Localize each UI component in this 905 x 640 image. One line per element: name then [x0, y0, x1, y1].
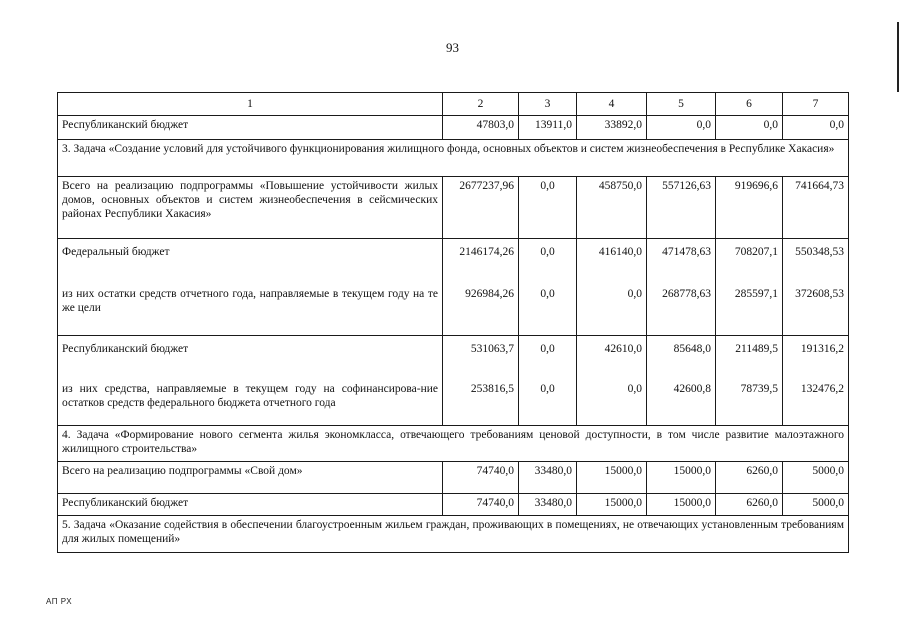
value-cell: 0,0	[540, 343, 555, 355]
value-cell: 42600,8	[673, 383, 711, 395]
table-row	[58, 239, 849, 336]
task-row	[58, 140, 849, 177]
value-cell-group	[577, 239, 647, 336]
value-cell: 211489,5	[735, 343, 778, 355]
table-row	[58, 336, 849, 426]
page-number: 93	[446, 40, 459, 55]
value-cell: 0,0	[540, 383, 555, 395]
value-cell-group	[577, 336, 647, 426]
value-cell: 372608,53	[795, 288, 844, 300]
value-cell: 191316,2	[800, 343, 844, 355]
value-cell: 0,0	[647, 116, 716, 140]
value-cell: 0,0	[540, 246, 555, 258]
value-cell: 919696,6	[716, 177, 783, 239]
value-cell: 416140,0	[598, 246, 642, 258]
row-label: Всего на реализацию подпрограммы «Повышение устойчивости жилых домов, основных объектов и систем жизнеобеспечения в сейсмических районах Республики Хакасия»	[58, 177, 443, 239]
value-cell: 2677237,96	[443, 177, 519, 239]
value-cell: 285597,1	[734, 288, 778, 300]
task-5-heading: 5. Задача «Оказание содействия в обеспечении благоустроенным жильем граждан, проживающих в помещениях, не отвечающих установленным требованиям для жилых помещений»	[58, 516, 849, 553]
value-cell-group	[519, 239, 577, 336]
value-cell: 15000,0	[577, 494, 647, 516]
header-cell: 4	[577, 93, 647, 116]
value-cell: 531063,7	[470, 343, 514, 355]
task-row	[58, 516, 849, 553]
value-cell: 13911,0	[519, 116, 577, 140]
row-sublabel: из них остатки средств отчетного года, направляемые в текущем году на те же цели	[62, 288, 438, 314]
value-cell: 0,0	[627, 288, 642, 300]
value-cell: 15000,0	[647, 494, 716, 516]
value-cell-group	[783, 239, 849, 336]
value-cell: 253816,5	[470, 383, 514, 395]
header-cell: 1	[58, 93, 443, 116]
row-label: Республиканский бюджет	[62, 343, 189, 355]
value-cell: 15000,0	[577, 462, 647, 494]
footer-mark: АП РХ	[46, 597, 73, 606]
header-cell: 7	[783, 93, 849, 116]
value-cell: 471478,63	[662, 246, 711, 258]
table-row	[58, 494, 849, 516]
header-cell: 5	[647, 93, 716, 116]
value-cell-group	[716, 336, 783, 426]
task-4-heading: 4. Задача «Формирование нового сегмента жилья экономкласса, отвечающего требованиям ценовой доступности, в том числе развитие малоэтажного жилищного строительства»	[58, 426, 849, 462]
value-cell: 5000,0	[783, 494, 849, 516]
value-cell-group	[716, 239, 783, 336]
value-cell: 0,0	[540, 288, 555, 300]
value-cell: 85648,0	[673, 343, 711, 355]
value-cell: 268778,63	[662, 288, 711, 300]
value-cell-group	[443, 336, 519, 426]
row-label: Республиканский бюджет	[58, 494, 443, 516]
value-cell: 741664,73	[783, 177, 849, 239]
value-cell-group	[519, 336, 577, 426]
value-cell: 33892,0	[577, 116, 647, 140]
value-cell: 15000,0	[647, 462, 716, 494]
value-cell: 458750,0	[577, 177, 647, 239]
value-cell: 0,0	[783, 116, 849, 140]
value-cell: 42610,0	[604, 343, 642, 355]
value-cell: 0,0	[627, 383, 642, 395]
value-cell: 33480,0	[519, 462, 577, 494]
header-cell: 2	[443, 93, 519, 116]
value-cell: 708207,1	[734, 246, 778, 258]
value-cell-group	[647, 239, 716, 336]
value-cell: 74740,0	[443, 494, 519, 516]
value-cell: 74740,0	[443, 462, 519, 494]
row-label-group	[58, 336, 443, 426]
table-row	[58, 116, 849, 140]
task-3-heading: 3. Задача «Создание условий для устойчивого функционирования жилищного фонда, основных объектов и систем жизнеобеспечения в Республике Хакасия»	[58, 140, 849, 177]
row-sublabel: из них средства, направляемые в текущем году на софинансирова-ние остатков средств федерального бюджета отчетного года	[62, 383, 438, 409]
table-row	[58, 462, 849, 494]
value-cell: 132476,2	[800, 383, 844, 395]
value-cell: 33480,0	[519, 494, 577, 516]
header-cell: 3	[519, 93, 577, 116]
row-label: Республиканский бюджет	[58, 116, 443, 140]
value-cell: 550348,53	[795, 246, 844, 258]
row-label: Федеральный бюджет	[62, 246, 170, 258]
value-cell: 47803,0	[443, 116, 519, 140]
row-label: Всего на реализацию подпрограммы «Свой дом»	[58, 462, 443, 494]
value-cell: 78739,5	[740, 383, 778, 395]
value-cell-group	[443, 239, 519, 336]
value-cell-group	[783, 336, 849, 426]
task-row	[58, 426, 849, 462]
value-cell: 6260,0	[716, 462, 783, 494]
header-row	[58, 93, 849, 116]
value-cell: 5000,0	[783, 462, 849, 494]
value-cell: 926984,26	[465, 288, 514, 300]
value-cell: 557126,63	[647, 177, 716, 239]
header-cell: 6	[716, 93, 783, 116]
value-cell: 6260,0	[716, 494, 783, 516]
value-cell-group	[647, 336, 716, 426]
row-label-group	[58, 239, 443, 336]
page-edge-line	[897, 22, 899, 92]
value-cell: 0,0	[519, 177, 577, 239]
value-cell: 0,0	[716, 116, 783, 140]
table-row	[58, 177, 849, 239]
value-cell: 2146174,26	[459, 246, 514, 258]
budget-table	[57, 92, 849, 553]
